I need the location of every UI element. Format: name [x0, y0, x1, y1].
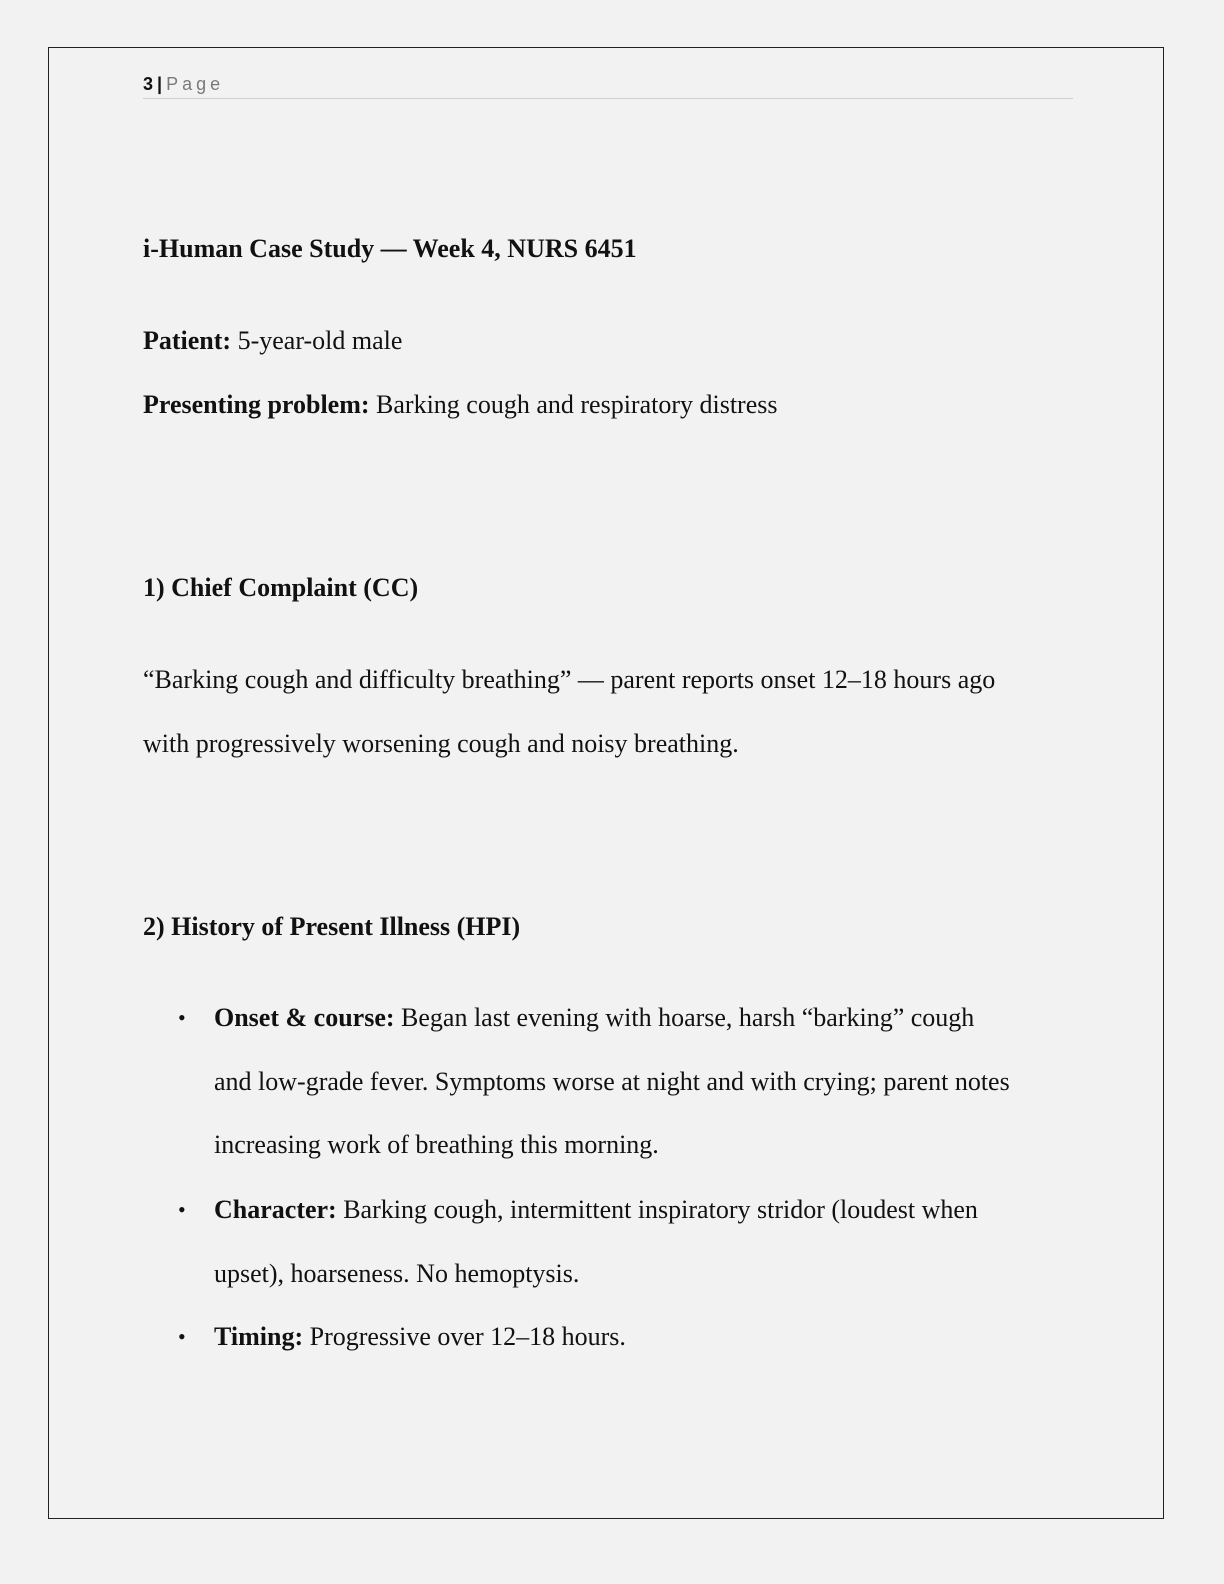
patient-value: 5-year-old male [237, 326, 403, 355]
document-title: i-Human Case Study — Week 4, NURS 6451 [143, 234, 637, 263]
bullet-marker: • [178, 1197, 186, 1222]
patient-line [143, 325, 402, 357]
presenting-problem-label: Presenting problem: [143, 390, 370, 419]
bullet-marker: • [178, 1324, 186, 1349]
hpi-item-character-text: Barking cough, intermittent inspiratory stridor (loudest when [343, 1195, 978, 1224]
hpi-item-character-label: Character: [214, 1195, 337, 1224]
presenting-problem-value: Barking cough and respiratory distress [376, 390, 778, 419]
hpi-item-onset-text: Began last evening with hoarse, harsh “barking” cough [401, 1003, 975, 1032]
chief-complaint-text-line-2: with progressively worsening cough and noisy breathing. [143, 729, 739, 758]
hpi-item-character-line-2: upset), hoarseness. No hemoptysis. [214, 1259, 580, 1288]
hpi-item-timing-text: Progressive over 12–18 hours. [309, 1322, 626, 1351]
hpi-item-onset-line-3: increasing work of breathing this morning. [214, 1130, 659, 1159]
hpi-item-onset-label: Onset & course: [214, 1003, 395, 1032]
hpi-item-onset-line-2: and low-grade fever. Symptoms worse at night and with crying; parent notes [214, 1067, 1010, 1096]
page-border [48, 47, 1164, 1519]
hpi-item-character-line-1 [214, 1194, 978, 1226]
page-label: Page [166, 74, 225, 94]
bullet-marker: • [178, 1005, 186, 1030]
hpi-item-timing-label: Timing: [214, 1322, 304, 1351]
presenting-problem-line [143, 389, 778, 421]
header-separator: | [157, 74, 163, 94]
patient-label: Patient: [143, 326, 232, 355]
page-number: 3 [143, 74, 154, 94]
chief-complaint-heading: 1) Chief Complaint (CC) [143, 573, 419, 602]
hpi-heading: 2) History of Present Illness (HPI) [143, 912, 521, 941]
page-header [143, 72, 1073, 99]
hpi-item-onset-line-1 [214, 1002, 974, 1034]
hpi-item-timing-line-1 [214, 1321, 626, 1353]
chief-complaint-text-line-1: “Barking cough and difficulty breathing” — parent reports onset 12–18 hours ago [143, 665, 996, 694]
